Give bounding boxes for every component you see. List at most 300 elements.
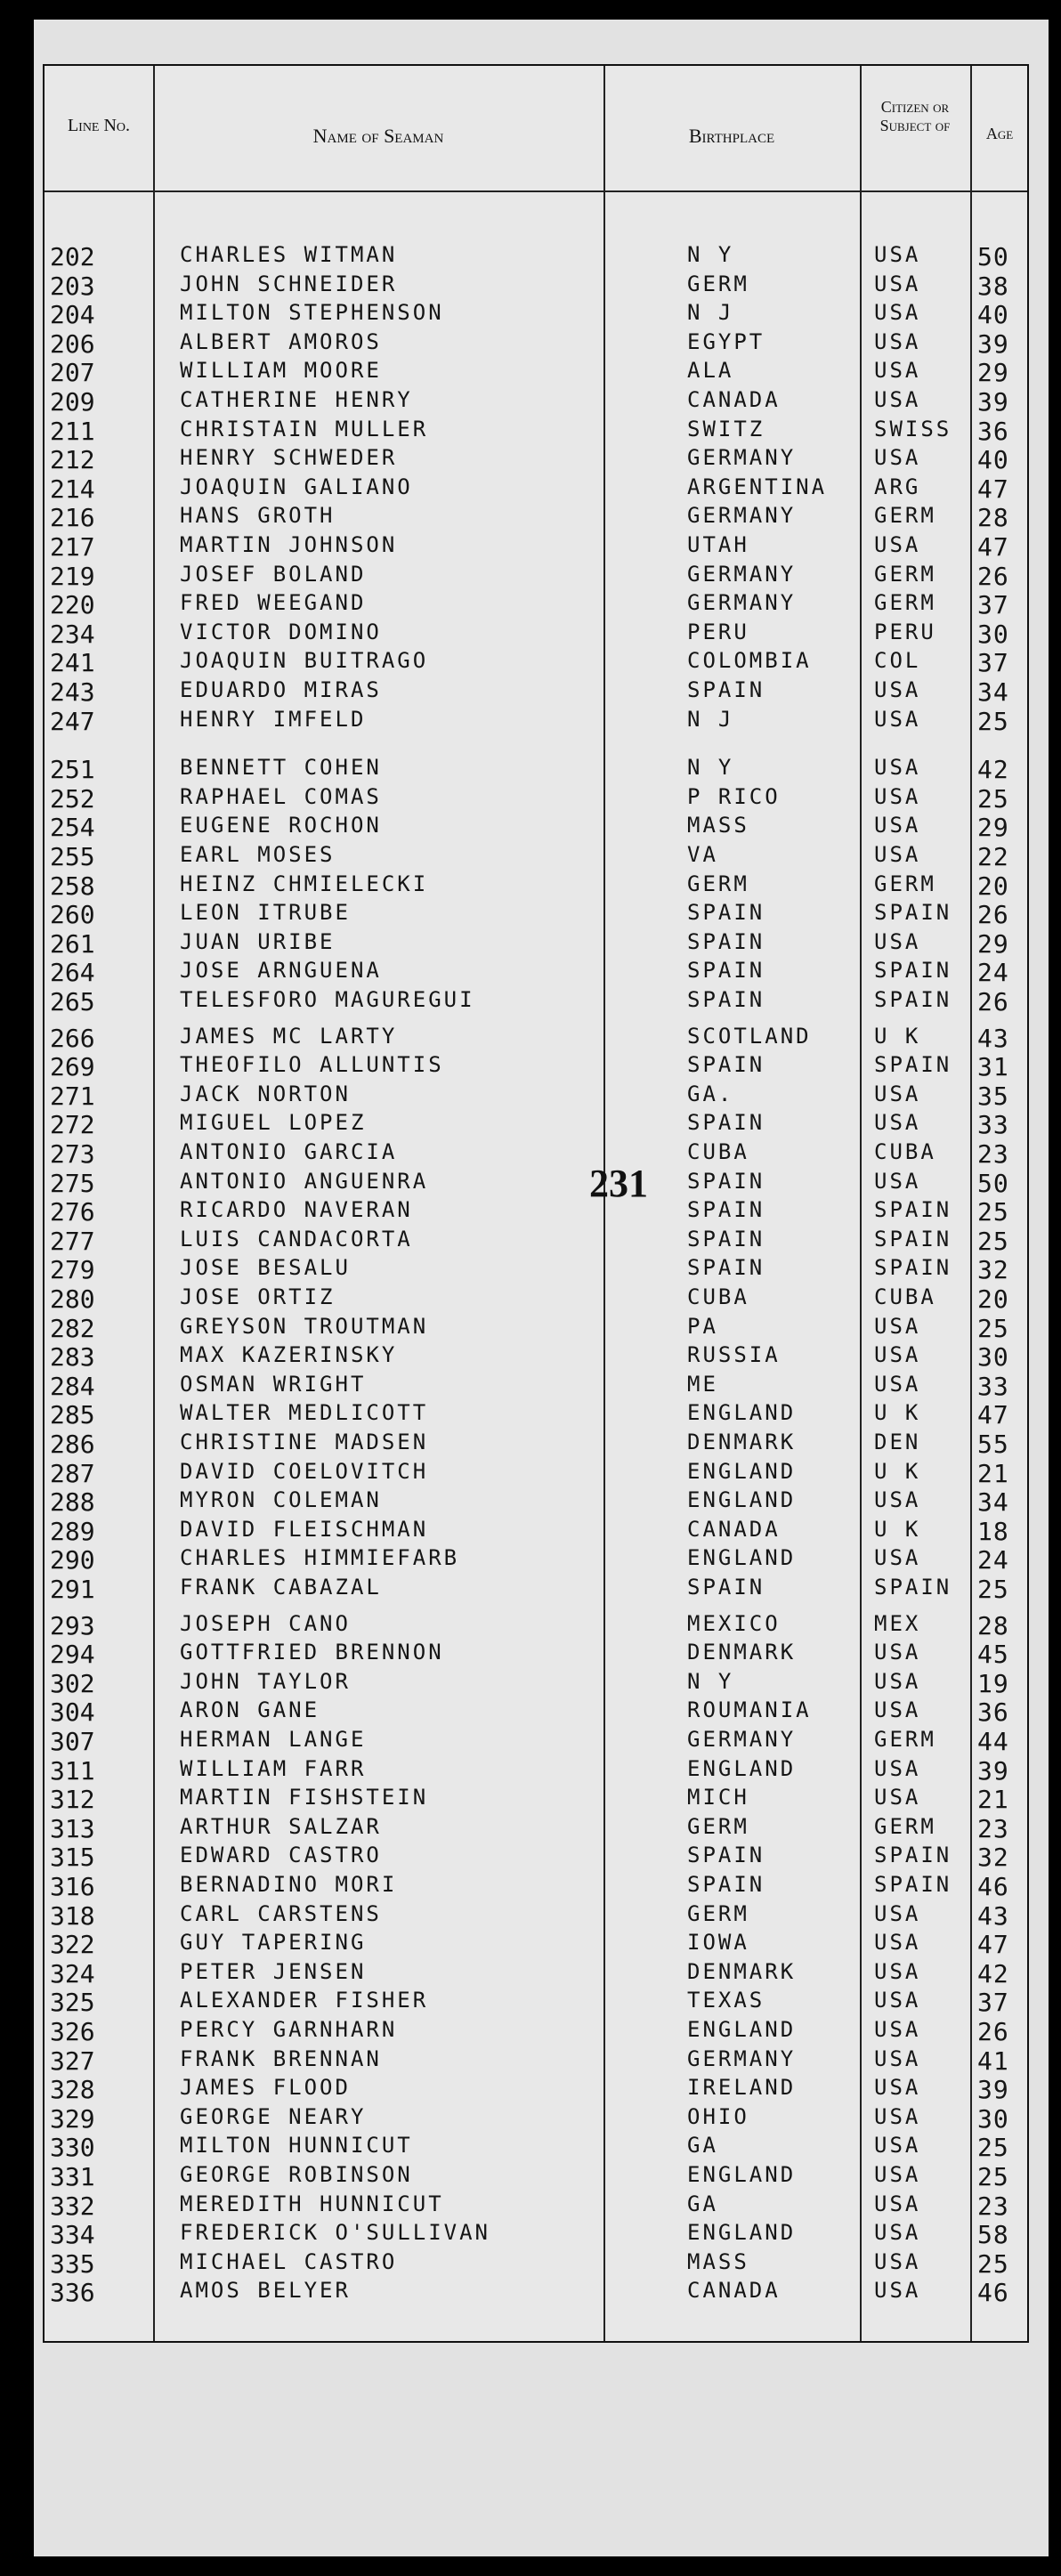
citizenship: USA: [874, 1988, 921, 2013]
age: 38: [977, 271, 1009, 301]
page-number-stamp: 231: [589, 1162, 648, 1205]
line-number: 252: [50, 783, 95, 814]
line-number: 279: [50, 1255, 95, 1285]
header-line-no: Line No.: [67, 116, 131, 135]
table-row: [45, 985, 1027, 1017]
line-number: 207: [50, 358, 95, 388]
table-row: [45, 1022, 1027, 1053]
citizenship: USA: [874, 2191, 921, 2216]
line-number: 329: [50, 2103, 95, 2134]
citizenship: USA: [874, 2103, 921, 2129]
seaman-name: HENRY IMFELD: [180, 706, 367, 732]
line-number: 327: [50, 2045, 95, 2076]
line-number: 285: [50, 1400, 95, 1430]
line-number: 216: [50, 503, 95, 533]
line-number: 206: [50, 328, 95, 359]
birthplace: SPAIN: [687, 1872, 765, 1897]
age: 36: [977, 416, 1009, 446]
citizenship: USA: [874, 2220, 921, 2246]
line-number: 272: [50, 1110, 95, 1140]
citizenship: USA: [874, 842, 921, 867]
line-number: 325: [50, 1988, 95, 2018]
age: 40: [977, 300, 1009, 330]
age: 28: [977, 503, 1009, 533]
age: 25: [977, 783, 1009, 814]
age: 39: [977, 1755, 1009, 1786]
citizenship: ARG: [874, 474, 921, 499]
citizenship: USA: [874, 1168, 921, 1194]
birthplace: SPAIN: [687, 1226, 765, 1252]
citizenship: GERM: [874, 871, 936, 896]
age: 55: [977, 1430, 1009, 1459]
table-row: [45, 898, 1027, 930]
seaman-name: EDWARD CASTRO: [180, 1843, 382, 1868]
birthplace: IOWA: [687, 1930, 749, 1956]
line-number: 318: [50, 1900, 95, 1931]
table-row: [45, 1195, 1027, 1227]
birthplace: TEXAS: [687, 1988, 765, 2013]
birthplace: CUBA: [687, 1139, 749, 1164]
birthplace: P RICO: [687, 783, 781, 809]
line-number: 287: [50, 1458, 95, 1488]
citizenship: USA: [874, 1313, 921, 1339]
age: 39: [977, 387, 1009, 417]
line-number: 251: [50, 755, 95, 785]
seaman-name: WALTER MEDLICOTT: [180, 1400, 429, 1426]
age: 46: [977, 1872, 1009, 1901]
age: 45: [977, 1640, 1009, 1670]
table-row: [45, 1870, 1027, 1899]
seaman-name: LEON ITRUBE: [180, 900, 351, 926]
birthplace: MICH: [687, 1785, 749, 1810]
seaman-name: MAX KAZERINSKY: [180, 1342, 398, 1368]
table-row: [45, 753, 1027, 785]
table-row: [45, 1341, 1027, 1373]
birthplace: SPAIN: [687, 1110, 765, 1136]
table-row: [45, 1398, 1027, 1430]
seaman-name: RAPHAEL COMAS: [180, 783, 382, 809]
line-number: 336: [50, 2278, 95, 2308]
age: 50: [977, 242, 1009, 271]
seaman-name: GUY TAPERING: [180, 1930, 367, 1956]
birthplace: SPAIN: [687, 1197, 765, 1223]
line-number: 265: [50, 987, 95, 1017]
citizenship: USA: [874, 1545, 921, 1571]
age: 41: [977, 2045, 1009, 2076]
age: 37: [977, 1988, 1009, 2018]
citizenship: USA: [874, 1640, 921, 1665]
citizenship: SPAIN: [874, 1226, 952, 1252]
line-number: 282: [50, 1313, 95, 1343]
citizenship: SPAIN: [874, 1872, 952, 1897]
age: 33: [977, 1371, 1009, 1401]
age: 26: [977, 900, 1009, 930]
citizenship: SPAIN: [874, 1052, 952, 1078]
birthplace: IRELAND: [687, 2075, 797, 2101]
seaman-name: WILLIAM FARR: [180, 1755, 367, 1781]
seaman-name: ANTONIO ANGUENRA: [180, 1168, 429, 1194]
citizenship: USA: [874, 783, 921, 809]
citizenship: USA: [874, 1081, 921, 1106]
seaman-name: VICTOR DOMINO: [180, 619, 382, 644]
citizenship: USA: [874, 1785, 921, 1810]
table-row: [45, 328, 1027, 359]
line-number: 212: [50, 445, 95, 475]
citizenship: USA: [874, 242, 921, 267]
line-number: 219: [50, 561, 95, 591]
line-number: 255: [50, 842, 95, 871]
citizenship: PERU: [874, 619, 936, 644]
birthplace: UTAH: [687, 532, 749, 557]
seaman-name: EDUARDO MIRAS: [180, 677, 382, 702]
seaman-name: AMOS BELYER: [180, 2278, 351, 2304]
birthplace: RUSSIA: [687, 1342, 781, 1368]
seaman-name: JUAN URIBE: [180, 928, 336, 954]
seaman-name: OSMAN WRIGHT: [180, 1371, 367, 1397]
age: 18: [977, 1516, 1009, 1546]
line-number: 241: [50, 648, 95, 678]
seaman-name: HANS GROTH: [180, 503, 336, 529]
table-row: [45, 415, 1027, 446]
birthplace: N J: [687, 300, 734, 326]
birthplace: ME: [687, 1371, 718, 1397]
table-row: [45, 705, 1027, 736]
line-number: 247: [50, 706, 95, 736]
line-number: 289: [50, 1516, 95, 1546]
table-row: [45, 811, 1027, 843]
table-row: [45, 1573, 1027, 1604]
seaman-name: ALEXANDER FISHER: [180, 1988, 429, 2013]
citizenship: USA: [874, 1930, 921, 1956]
citizenship: USA: [874, 532, 921, 557]
age: 29: [977, 813, 1009, 843]
age: 32: [977, 1255, 1009, 1285]
birthplace: ENGLAND: [687, 1487, 797, 1513]
seaman-name: GEORGE ROBINSON: [180, 2162, 413, 2187]
table-row: [45, 1841, 1027, 1873]
seaman-name: JACK NORTON: [180, 1081, 351, 1106]
seaman-name: TELESFORO MAGUREGUI: [180, 987, 475, 1012]
table-row: [45, 1515, 1027, 1546]
citizenship: USA: [874, 1900, 921, 1926]
age: 36: [977, 1697, 1009, 1728]
line-number: 286: [50, 1430, 95, 1459]
citizenship: USA: [874, 1371, 921, 1397]
age: 42: [977, 755, 1009, 785]
seaman-name: MYRON COLEMAN: [180, 1487, 382, 1513]
line-number: 322: [50, 1930, 95, 1960]
age: 26: [977, 987, 1009, 1017]
age: 25: [977, 1226, 1009, 1256]
age: 30: [977, 619, 1009, 649]
line-number: 209: [50, 387, 95, 417]
table-row: [45, 1667, 1027, 1696]
table-row: [45, 2248, 1027, 2279]
seaman-name: HEINZ CHMIELECKI: [180, 871, 429, 896]
citizenship: SPAIN: [874, 900, 952, 926]
age: 25: [977, 2162, 1009, 2191]
table-row: [45, 1754, 1027, 1786]
birthplace: GERMANY: [687, 2045, 797, 2071]
seaman-name: JOHN TAYLOR: [180, 1668, 351, 1694]
seaman-name: FREDERICK O'SULLIVAN: [180, 2220, 490, 2246]
line-number: 326: [50, 2017, 95, 2046]
seaman-name: ARTHUR SALZAR: [180, 1813, 382, 1839]
birthplace: GERMANY: [687, 590, 797, 616]
table-row: [45, 588, 1027, 620]
birthplace: ROUMANIA: [687, 1697, 812, 1723]
seaman-name: MICHAEL CASTRO: [180, 2248, 398, 2274]
line-number: 269: [50, 1052, 95, 1082]
age: 23: [977, 2191, 1009, 2221]
line-number: 217: [50, 532, 95, 562]
seaman-name: JOHN SCHNEIDER: [180, 271, 398, 296]
table-row: [45, 2276, 1027, 2308]
line-number: 203: [50, 271, 95, 301]
seaman-name: JOSEPH CANO: [180, 1610, 351, 1636]
birthplace: OHIO: [687, 2103, 749, 2129]
line-number: 271: [50, 1081, 95, 1111]
seaman-name: JOSE ARNGUENA: [180, 958, 382, 984]
age: 22: [977, 842, 1009, 871]
table-row: [45, 1957, 1027, 1989]
seaman-name: CHRISTINE MADSEN: [180, 1430, 429, 1454]
line-number: 261: [50, 928, 95, 959]
birthplace: EGYPT: [687, 328, 765, 354]
line-number: 258: [50, 871, 95, 901]
citizenship: USA: [874, 387, 921, 412]
line-number: 294: [50, 1640, 95, 1670]
table-row: [45, 928, 1027, 959]
table-row: [45, 1108, 1027, 1140]
table-row: [45, 1986, 1027, 2018]
citizenship: USA: [874, 2075, 921, 2101]
seaman-name: HERMAN LANGE: [180, 1727, 367, 1752]
age: 20: [977, 1284, 1009, 1314]
seaman-name: MILTON STEPHENSON: [180, 300, 444, 326]
birthplace: GA.: [687, 1081, 734, 1106]
line-number: 311: [50, 1755, 95, 1786]
citizenship: USA: [874, 1697, 921, 1723]
citizenship: CUBA: [874, 1139, 936, 1164]
birthplace: SPAIN: [687, 1168, 765, 1194]
seaman-name: CARL CARSTENS: [180, 1900, 382, 1926]
seaman-name: PERCY GARNHARN: [180, 2017, 398, 2042]
birthplace: CANADA: [687, 2278, 781, 2304]
table-row: [45, 2131, 1027, 2163]
seaman-name: CHARLES WITMAN: [180, 242, 398, 267]
header-name: Name of Seaman: [312, 125, 444, 147]
age: 40: [977, 445, 1009, 475]
header-birthplace: Birthplace: [688, 125, 775, 147]
birthplace: COLOMBIA: [687, 648, 812, 674]
birthplace: ALA: [687, 358, 734, 384]
seaman-name: JOAQUIN BUITRAGO: [180, 648, 429, 674]
seaman-name: DAVID COELOVITCH: [180, 1458, 429, 1484]
table-row: [45, 1725, 1027, 1754]
line-number: 211: [50, 416, 95, 446]
birthplace: SPAIN: [687, 900, 765, 926]
line-number: 307: [50, 1727, 95, 1756]
birthplace: MASS: [687, 813, 749, 838]
birthplace: SWITZ: [687, 416, 765, 441]
birthplace: GERMANY: [687, 445, 797, 471]
age: 25: [977, 1575, 1009, 1604]
citizenship: SPAIN: [874, 1843, 952, 1868]
birthplace: SPAIN: [687, 1575, 765, 1600]
line-number: 260: [50, 900, 95, 930]
birthplace: DENMARK: [687, 1430, 797, 1454]
line-number: 313: [50, 1813, 95, 1843]
table-row: [45, 1783, 1027, 1815]
birthplace: CUBA: [687, 1284, 749, 1309]
line-number: 304: [50, 1697, 95, 1728]
age: 25: [977, 2248, 1009, 2279]
line-number: 280: [50, 1284, 95, 1314]
seaman-name: BERNADINO MORI: [180, 1872, 398, 1897]
birthplace: GERM: [687, 1813, 749, 1839]
seaman-name: FRANK BRENNAN: [180, 2045, 382, 2071]
seaman-name: THEOFILO ALLUNTIS: [180, 1052, 444, 1078]
citizenship: USA: [874, 2133, 921, 2159]
citizenship: USA: [874, 1487, 921, 1513]
citizenship: U K: [874, 1400, 921, 1426]
age: 20: [977, 871, 1009, 901]
seaman-name: CHRISTAIN MULLER: [180, 416, 429, 441]
seaman-name: CATHERINE HENRY: [180, 387, 413, 412]
line-number: 214: [50, 474, 95, 504]
table-row: [45, 1370, 1027, 1401]
age: 42: [977, 1958, 1009, 1989]
age: 33: [977, 1110, 1009, 1140]
age: 25: [977, 1313, 1009, 1343]
seaman-name: ANTONIO GARCIA: [180, 1139, 398, 1164]
citizenship: SPAIN: [874, 1575, 952, 1600]
age: 34: [977, 1487, 1009, 1518]
age: 37: [977, 590, 1009, 620]
seaman-name: JAMES MC LARTY: [180, 1023, 398, 1049]
seaman-name: DAVID FLEISCHMAN: [180, 1516, 429, 1542]
line-number: 264: [50, 958, 95, 988]
age: 58: [977, 2220, 1009, 2250]
citizenship: U K: [874, 1516, 921, 1542]
age: 44: [977, 1727, 1009, 1756]
citizenship: U K: [874, 1458, 921, 1484]
line-number: 293: [50, 1610, 95, 1640]
table-row: [45, 782, 1027, 814]
line-number: 202: [50, 242, 95, 271]
birthplace: SCOTLAND: [687, 1023, 812, 1049]
table-row: [45, 1283, 1027, 1314]
birthplace: PERU: [687, 619, 749, 644]
table-row: [45, 1900, 1027, 1931]
birthplace: GERM: [687, 871, 749, 896]
line-number: 331: [50, 2162, 95, 2191]
birthplace: ENGLAND: [687, 2162, 797, 2187]
age: 34: [977, 677, 1009, 707]
birthplace: ENGLAND: [687, 1755, 797, 1781]
birthplace: ENGLAND: [687, 1400, 797, 1426]
age: 21: [977, 1458, 1009, 1488]
birthplace: GERMANY: [687, 503, 797, 529]
seaman-name: ARON GANE: [180, 1697, 320, 1723]
line-number: 254: [50, 813, 95, 843]
age: 46: [977, 2278, 1009, 2308]
table-row: [45, 1696, 1027, 1728]
seaman-name: HENRY SCHWEDER: [180, 445, 398, 471]
age: 23: [977, 1813, 1009, 1843]
age: 47: [977, 474, 1009, 504]
birthplace: N J: [687, 706, 734, 732]
age: 24: [977, 1545, 1009, 1576]
table-row: [45, 870, 1027, 901]
birthplace: ENGLAND: [687, 2220, 797, 2246]
seaman-name: MILTON HUNNICUT: [180, 2133, 413, 2159]
birthplace: GERMANY: [687, 561, 797, 587]
age: 26: [977, 561, 1009, 591]
age: 37: [977, 648, 1009, 678]
seaman-name: JOSE ORTIZ: [180, 1284, 336, 1309]
citizenship: COL: [874, 648, 921, 674]
table-row: [45, 2160, 1027, 2189]
age: 29: [977, 928, 1009, 959]
age: 28: [977, 1610, 1009, 1640]
table-row: [45, 2045, 1027, 2076]
age: 47: [977, 1400, 1009, 1430]
line-number: 315: [50, 1843, 95, 1873]
table-row: [45, 2102, 1027, 2134]
citizenship: USA: [874, 1110, 921, 1136]
table-row: [45, 1812, 1027, 1841]
line-number: 335: [50, 2248, 95, 2279]
citizenship: USA: [874, 1342, 921, 1368]
table-row: [45, 2218, 1027, 2250]
line-number: 220: [50, 590, 95, 620]
birthplace: SPAIN: [687, 1843, 765, 1868]
citizenship: CUBA: [874, 1284, 936, 1309]
citizenship: USA: [874, 928, 921, 954]
line-number: 334: [50, 2220, 95, 2250]
seaman-name: JOSEF BOLAND: [180, 561, 367, 587]
seaman-name: LUIS CANDACORTA: [180, 1226, 413, 1252]
header-citizen: Citizen or Subject of: [879, 98, 951, 134]
age: 25: [977, 706, 1009, 736]
age: 30: [977, 2103, 1009, 2134]
citizenship: GERM: [874, 503, 936, 529]
table-row: [45, 443, 1027, 475]
birthplace: GERMANY: [687, 1727, 797, 1752]
table-row: [45, 385, 1027, 417]
citizenship: USA: [874, 2017, 921, 2042]
seaman-name: JOSE BESALU: [180, 1255, 351, 1281]
citizenship: USA: [874, 445, 921, 471]
seaman-name: FRED WEEGAND: [180, 590, 367, 616]
birthplace: GERM: [687, 271, 749, 296]
seaman-name: MARTIN JOHNSON: [180, 532, 398, 557]
seaman-name: PETER JENSEN: [180, 1958, 367, 1984]
citizenship: USA: [874, 2278, 921, 2304]
header-divider: [45, 190, 1027, 192]
birthplace: PA: [687, 1313, 718, 1339]
birthplace: VA: [687, 842, 718, 867]
seaman-list-form: [43, 64, 1029, 2343]
age: 50: [977, 1168, 1009, 1198]
line-number: 330: [50, 2133, 95, 2163]
age: 31: [977, 1052, 1009, 1082]
citizenship: USA: [874, 2162, 921, 2187]
seaman-name: GOTTFRIED BRENNON: [180, 1640, 444, 1665]
table-row: [45, 240, 1027, 269]
